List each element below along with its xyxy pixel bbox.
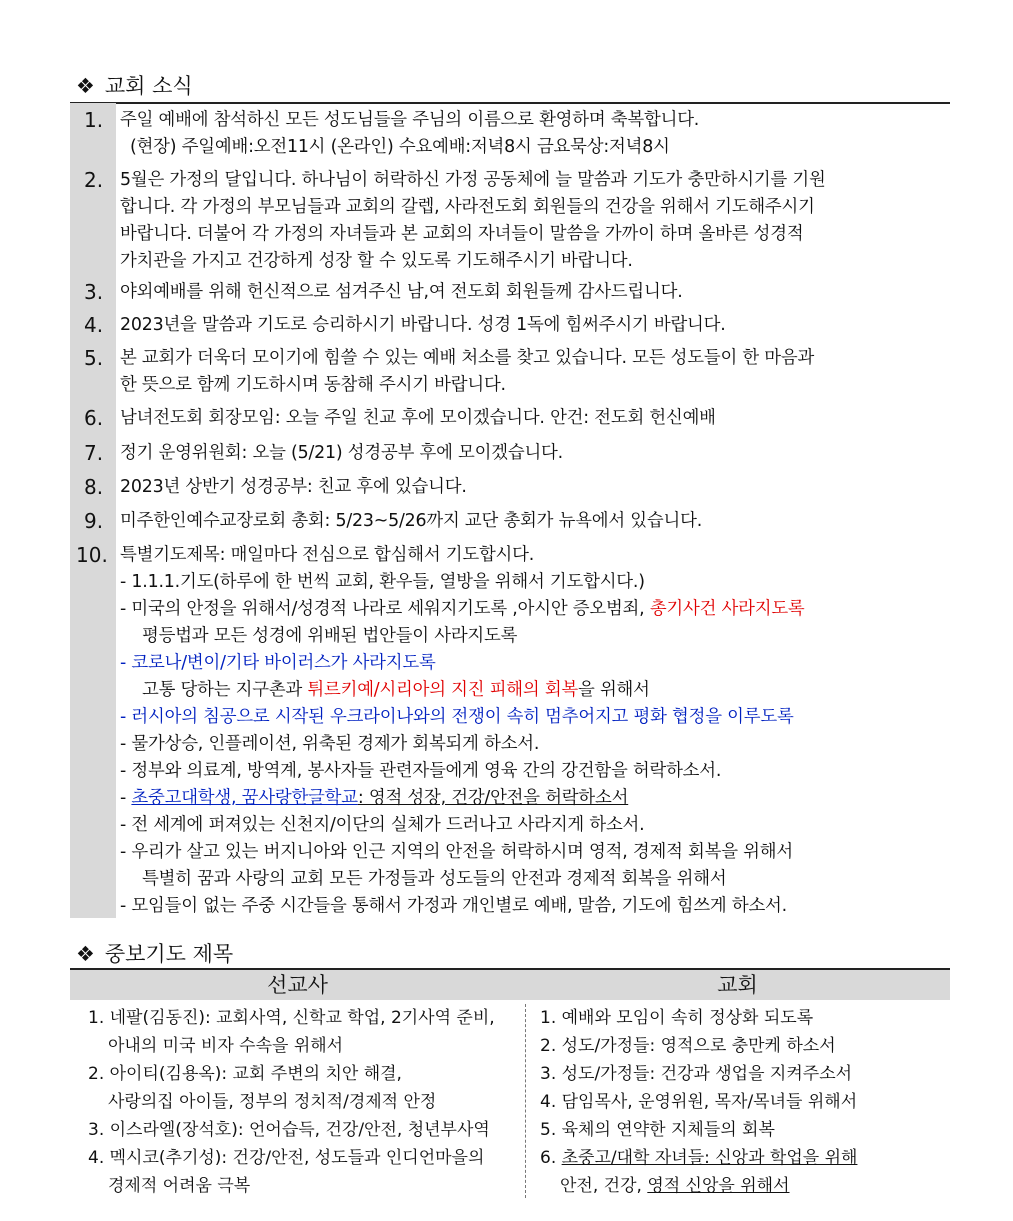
special-prayer-3 <box>120 650 948 677</box>
missionary-line: 4. 멕시코(추기성): 건강/안전, 성도들과 인디언마을의 <box>88 1148 485 1168</box>
missionary-line: 경제적 어려움 극복 <box>108 1176 251 1196</box>
news-item-text <box>120 312 948 339</box>
news-item-number: 10. <box>76 543 108 567</box>
news-item-text <box>120 474 948 501</box>
news-line: (현장) 주일예배:오전11시 (온라인) 수요예배:저녁8시 금요묵상:저녁8시 <box>130 137 670 157</box>
news-line: 바랍니다. 더불어 각 가정의 자녀들과 본 교회의 자녀들이 말씀을 가까이 하며 올바른 성경적 <box>120 224 804 244</box>
church-line: 1. 예배와 모임이 속히 정상화 되도록 <box>540 1008 814 1028</box>
church-header: 교회 <box>717 973 758 997</box>
news-item-number: 5. <box>84 346 104 370</box>
text-underline: 영적 신앙을 위해서 <box>647 1176 790 1196</box>
news-item-text <box>120 508 948 535</box>
special-prayer-9-cont: 특별히 꿈과 사랑의 교회 모든 가정들과 성도들의 안전과 경제적 회복을 위해서 <box>142 869 727 889</box>
missionary-line: 1. 네팔(김동진): 교회사역, 신학교 학업, 2기사역 준비, <box>88 1008 495 1028</box>
church-column <box>540 1004 945 1200</box>
highlight-blue-underline: 초중고대학생, 꿈사랑한글학교 <box>131 788 358 808</box>
diamond-bullet-icon: ❖ <box>76 74 95 98</box>
news-item-number: 3. <box>84 280 104 304</box>
news-item-text <box>120 440 948 467</box>
news-line: 2023년 상반기 성경공부: 친교 후에 있습니다. <box>120 477 467 497</box>
news-line: 합니다. 각 가정의 부모님들과 교회의 갈렙, 사라전도회 회원들의 건강을 위해서 기도해주시기 <box>120 197 815 217</box>
text: - <box>120 788 132 808</box>
church-line <box>540 1144 945 1172</box>
church-line: 2. 성도/가정들: 영적으로 충만케 하소서 <box>540 1036 836 1056</box>
text-underline: 초중고/대학 자녀들: 신앙과 학업을 위해 <box>561 1148 858 1168</box>
text: - 미국의 안정을 위해서/성경적 나라로 세워지기도록 ,아시안 증오범죄, <box>120 599 650 619</box>
news-item-number: 8. <box>84 475 104 499</box>
special-prayer-4 <box>120 704 948 731</box>
news-line: 가치관을 가지고 건강하게 성장 할 수 있도록 기도해주시기 바랍니다. <box>120 251 633 271</box>
missionary-header: 선교사 <box>267 973 328 997</box>
missionary-column <box>88 1004 523 1200</box>
text: 안전, 건강, <box>560 1176 648 1196</box>
news-item-text <box>120 167 948 275</box>
news-line: 야외예배를 위해 헌신적으로 섬겨주신 남,여 전도회 회원들께 감사드립니다. <box>120 282 683 302</box>
text: 6. <box>540 1148 562 1168</box>
news-line: 남녀전도회 회장모임: 오늘 주일 친교 후에 모이겠습니다. 안건: 전도회 헌신예배 <box>120 408 716 428</box>
news-section-title <box>76 72 193 100</box>
news-item-text <box>120 279 948 306</box>
news-line: 특별기도제목: 매일마다 전심으로 합심해서 기도합시다. <box>120 545 535 565</box>
news-item-text <box>120 345 948 399</box>
special-prayer-7 <box>120 785 948 812</box>
special-prayer-3-cont <box>120 677 948 704</box>
text: 을 위해서 <box>578 680 650 700</box>
missionary-line: 3. 이스라엘(장석호): 언어습득, 건강/안전, 청년부사역 <box>88 1120 490 1140</box>
text: 고통 당하는 지구촌과 <box>142 680 308 700</box>
special-prayer-1: - 1.1.1.기도(하루에 한 번씩 교회, 환우들, 열방을 위해서 기도합시다.) <box>120 572 645 592</box>
prayer-section-title <box>76 940 233 968</box>
news-line: 5월은 가정의 달입니다. 하나님이 허락하신 가정 공동체에 늘 말씀과 기도가 충만하시기를 기원 <box>120 170 826 190</box>
special-prayer-9: - 우리가 살고 있는 버지니아와 인근 지역의 안전을 허락하시며 영적, 경제적 회복을 위해서 <box>120 842 793 862</box>
news-line: 미주한인예수교장로회 총회: 5/23~5/26까지 교단 총회가 뉴욕에서 있습니다. <box>120 511 703 531</box>
diamond-bullet-icon: ❖ <box>76 942 95 966</box>
special-prayer-5: - 물가상승, 인플레이션, 위축된 경제가 회복되게 하소서. <box>120 734 540 754</box>
news-item-text <box>120 107 948 161</box>
special-prayer-8: - 전 세계에 퍼져있는 신천지/이단의 실체가 드러나고 사라지게 하소서. <box>120 815 645 835</box>
news-line: 주일 예배에 참석하신 모든 성도님들을 주님의 이름으로 환영하며 축복합니다. <box>120 110 700 130</box>
news-line: 본 교회가 더욱더 모이기에 힘쓸 수 있는 예배 처소를 찾고 있습니다. 모든 성도들이 한 마음과 <box>120 348 815 368</box>
special-prayer-6: - 정부와 의료계, 방역계, 봉사자들 관련자들에게 영육 간의 강건함을 허락하소서. <box>120 761 722 781</box>
church-line <box>540 1172 945 1200</box>
missionary-line: 2. 아이티(김용옥): 교회 주변의 치안 해결, <box>88 1064 402 1084</box>
news-item-text <box>120 405 948 432</box>
news-item-number: 2. <box>84 168 104 192</box>
news-line: 2023년을 말씀과 기도로 승리하시기 바랍니다. 성경 1독에 힘써주시기 바랍니다. <box>120 315 726 335</box>
news-item-number: 7. <box>84 441 104 465</box>
news-item-number: 4. <box>84 313 104 337</box>
news-line: 한 뜻으로 함께 기도하시며 동참해 주시기 바랍니다. <box>120 375 506 395</box>
news-item-number: 6. <box>84 406 104 430</box>
highlight-blue: 러시아의 침공으로 시작된 우크라이나와의 전쟁이 속히 멈추어지고 평화 협정을 이루도록 <box>131 707 794 727</box>
news-item-text <box>120 542 948 920</box>
church-line: 3. 성도/가정들: 건강과 생업을 지켜주소서 <box>540 1064 853 1084</box>
special-prayer-2-cont: 평등법과 모든 성경에 위배된 법안들이 사라지도록 <box>142 626 518 646</box>
missionary-line: 아내의 미국 비자 수속을 위해서 <box>108 1036 344 1056</box>
text: - <box>120 653 132 673</box>
text: - <box>120 707 132 727</box>
news-item-number: 9. <box>84 509 104 533</box>
special-prayer-2 <box>120 596 948 623</box>
highlight-blue: 코로나/변이/기타 바이러스가 사라지도록 <box>131 653 436 673</box>
special-prayer-10: - 모임들이 없는 주중 시간들을 통해서 가정과 개인별로 예배, 말씀, 기도에 힘쓰게 하소서. <box>120 896 787 916</box>
news-line: 정기 운영위원회: 오늘 (5/21) 성경공부 후에 모이겠습니다. <box>120 443 563 463</box>
missionary-line: 사랑의집 아이들, 정부의 정치적/경제적 안정 <box>108 1092 437 1112</box>
column-divider <box>525 1004 526 1198</box>
prayer-title-text: 중보기도 제목 <box>104 942 234 966</box>
news-title-text: 교회 소식 <box>104 74 193 98</box>
text-underline: : 영적 성장, 건강/안전을 허락하소서 <box>357 788 629 808</box>
church-line: 4. 담임목사, 운영위원, 목자/목녀들 위해서 <box>540 1092 858 1112</box>
news-item-number: 1. <box>84 108 104 132</box>
highlight-red: 총기사건 사라지도록 <box>649 599 805 619</box>
news-title-rule <box>70 102 950 104</box>
highlight-red: 튀르키예/시리아의 지진 피해의 회복 <box>307 680 579 700</box>
church-line: 5. 육체의 연약한 지체들의 회복 <box>540 1120 775 1140</box>
